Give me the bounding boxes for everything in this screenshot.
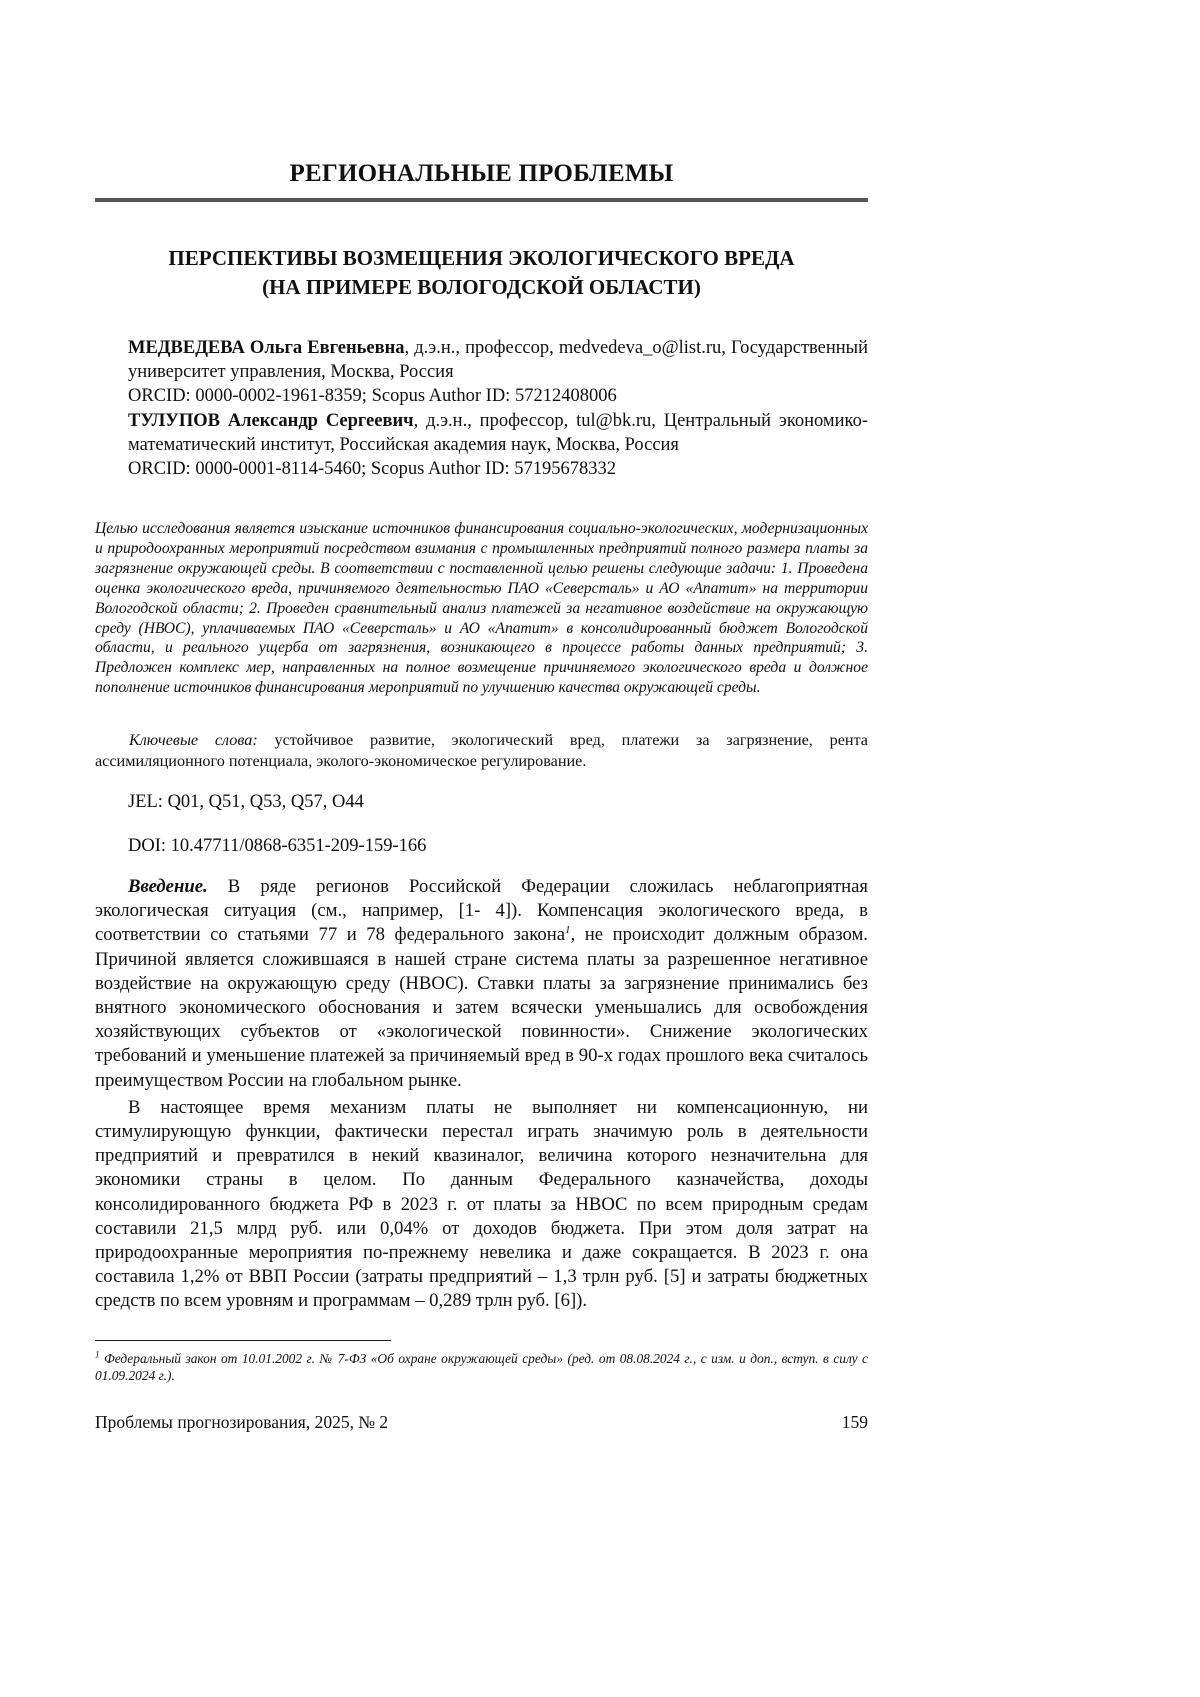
paragraph-text: В ряде регионов Российской Федерации сложилась неблагоприятная экологическая ситуация (см., например, [1- 4]). Компенсация экологического вреда, в соответствии со статьями 77 и 78 федерального закона <box>95 876 868 945</box>
author-details: , д.э.н., профессор, tul@bk.ru, Центральный экономико-математический институт, Российская академия наук, Москва, Россия <box>128 411 868 455</box>
page-number: 159 <box>818 1412 868 1433</box>
footnote-divider <box>95 1340 391 1341</box>
keywords-text: устойчивое развитие, экологический вред, платежи за загрязнение, рента ассимиляционного потенциала, эколого-экономическое регулирование. <box>95 731 868 770</box>
body-paragraph-1 <box>95 875 868 1093</box>
abstract: Целью исследования является изыскание источников финансирования социально-экологических, модернизационных и природоохранных мероприятий посредством взимания с промышленных предприятий полного размера платы за загрязнение окружающей среды. В соответствии с поставленной целью решены следующие задачи: 1. Проведена оценка экологического вреда, причиняемого деятельностью ПАО «Северсталь» и АО «Апатит» на территории Вологодской области; 2. Проведен сравнительный анализ платежей за негативное воздействие на окружающую среду (НВОС), уплачиваемых ПАО «Северсталь» и АО «Апатит» в консолидированный бюджет Вологодской области, и реального ущерба от загрязнения, возникающего в процессе работы данных предприятий; 3. Предложен комплекс мер, направленных на полное возмещение причиняемого экологического вреда и должное пополнение источников финансирования мероприятий по улучшению качества окружающей среды. <box>95 519 868 698</box>
authors-block <box>128 336 868 481</box>
keywords-label: Ключевые слова: <box>129 731 258 749</box>
paragraph-text: , не происходит должным образом. Причиной является сложившаяся в нашей стране система платы за разрешенное негативное воздействие на окружающую среду (НВОС). Ставки платы за загрязнение принимались без внятного экономического обоснования и затем всячески уменьшались для освобождения хозяйствующих субъектов от «экологической повинности». Снижение экологических требований и уменьшение платежей за причиняемый вред в 90-х годах прошлого века считалось преимуществом России на глобальном рынке. <box>95 924 868 1090</box>
author-ids: ORCID: 0000-0002-1961-8359; Scopus Author ID: 57212408006 <box>128 384 868 408</box>
article-title <box>95 244 868 302</box>
author-name: МЕДВЕДЕВА Ольга Евгеньевна <box>128 338 405 358</box>
body-paragraph-2: В настоящее время механизм платы не выполняет ни компенсационную, ни стимулирующую функции, фактически перестал играть значимую роль в деятельности предприятий и превратился в некий квазиналог, величина которого незначительна для экономики страны в целом. По данным Федерального казначейства, доходы консолидированного бюджета РФ в 2023 г. от платы за НВОС по всем природным средам составили 21,5 млрд руб. или 0,04% от доходов бюджета. При этом доля затрат на природоохранные мероприятия по-прежнему невелика и даже сокращается. В 2023 г. она составила 1,2% от ВВП России (затраты предприятий – 1,3 трлн руб. [5] и затраты бюджетных средств по всем уровням и программам – 0,289 трлн руб. [6]). <box>95 1096 868 1314</box>
section-heading: РЕГИОНАЛЬНЫЕ ПРОБЛЕМЫ <box>95 160 868 188</box>
intro-heading: Введение. <box>128 876 208 897</box>
footnote-ref[interactable]: 1 <box>565 924 571 936</box>
jel-codes: JEL: Q01, Q51, Q53, Q57, O44 <box>128 792 364 813</box>
journal-footer: Проблемы прогнозирования, 2025, № 2 <box>95 1412 388 1433</box>
author-ids: ORCID: 0000-0001-8114-5460; Scopus Author ID: 57195678332 <box>128 457 868 481</box>
author-details: , д.э.н., профессор, medvedeva_o@list.ru, Государственный университет управления, Москва, Россия <box>128 338 868 382</box>
author-entry <box>128 409 868 457</box>
section-divider <box>95 198 868 202</box>
footnote-text: Федеральный закон от 10.01.2002 г. № 7-ФЗ «Об охране окружающей среды» (ред. от 08.08.2024 г., с изм. и доп., вступ. в силу с 01.09.2024 г.). <box>95 1351 868 1383</box>
article-title-line-2: (НА ПРИМЕРЕ ВОЛОГОДСКОЙ ОБЛАСТИ) <box>95 273 868 302</box>
footnote <box>95 1350 868 1384</box>
article-body <box>95 875 868 1314</box>
author-name: ТУЛУПОВ Александр Сергеевич <box>128 411 414 431</box>
doi: DOI: 10.47711/0868-6351-209-159-166 <box>128 836 426 857</box>
keywords <box>95 730 868 771</box>
article-title-line-1: ПЕРСПЕКТИВЫ ВОЗМЕЩЕНИЯ ЭКОЛОГИЧЕСКОГО ВРЕДА <box>95 244 868 273</box>
footnote-mark: 1 <box>95 1350 100 1360</box>
author-entry <box>128 336 868 384</box>
journal-page <box>0 0 1200 1697</box>
